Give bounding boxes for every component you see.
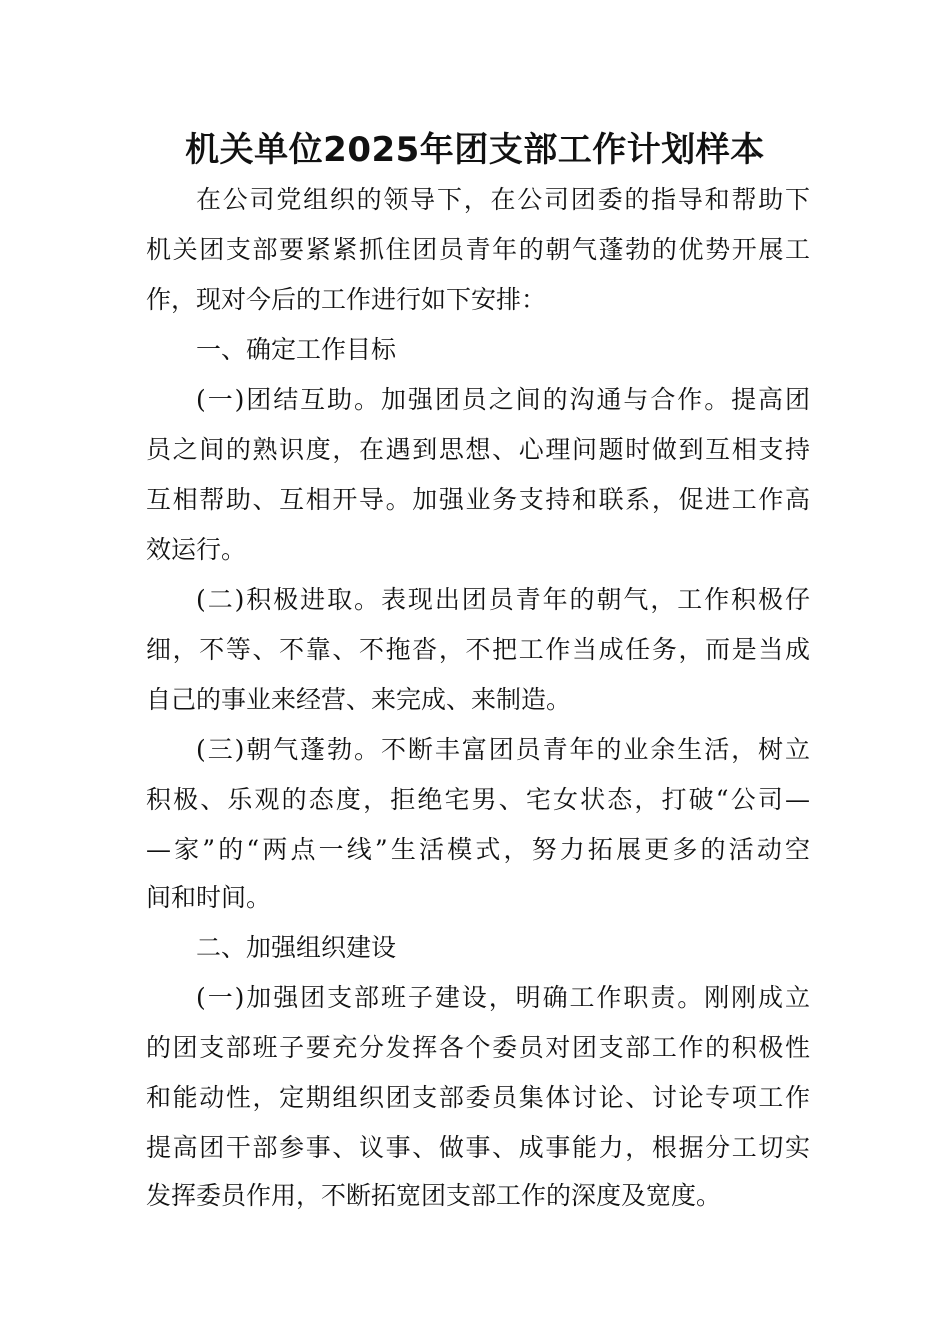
paragraph-line: 作，现对今后的工作进行如下安排： xyxy=(146,285,547,314)
paragraph-line: —家”的“两点一线”生活模式，努力拓展更多的活动空 xyxy=(146,835,810,864)
paragraph-line: 细，不等、不靠、不拖沓，不把工作当成任务，而是当成 xyxy=(146,635,810,664)
paragraph-line: 机关团支部要紧紧抓住团员青年的朝气蓬勃的优势开展工 xyxy=(146,235,810,264)
paragraph-line: 积极、乐观的态度，拒绝宅男、宅女状态，打破“公司— xyxy=(146,785,810,814)
paragraph-line: 在公司党组织的领导下，在公司团委的指导和帮助下 xyxy=(196,185,810,214)
paragraph-line: 互相帮助、互相开导。加强业务支持和联系，促进工作高 xyxy=(146,485,810,514)
section-heading: 二、加强组织建设 xyxy=(196,933,397,962)
paragraph-line: (一)团结互助。加强团员之间的沟通与合作。提高团 xyxy=(196,385,810,414)
paragraph-line: 间和时间。 xyxy=(146,883,272,912)
paragraph-line: (一)加强团支部班子建设，明确工作职责。刚刚成立 xyxy=(196,983,810,1012)
paragraph-line: 发挥委员作用，不断拓宽团支部工作的深度及宽度。 xyxy=(146,1181,722,1210)
paragraph-line: 自己的事业来经营、来完成、来制造。 xyxy=(146,685,572,714)
paragraph-line: 的团支部班子要充分发挥各个委员对团支部工作的积极性 xyxy=(146,1033,810,1062)
paragraph-line: 效运行。 xyxy=(146,535,247,564)
paragraph-line: (二)积极进取。表现出团员青年的朝气，工作积极仔 xyxy=(196,585,810,614)
document-title: 机关单位2025年团支部工作计划样本 xyxy=(185,130,765,170)
paragraph-line: 提高团干部参事、议事、做事、成事能力，根据分工切实 xyxy=(146,1133,810,1162)
paragraph-line: 员之间的熟识度，在遇到思想、心理问题时做到互相支持 xyxy=(146,435,810,464)
section-heading: 一、确定工作目标 xyxy=(196,335,397,364)
paragraph-line: (三)朝气蓬勃。不断丰富团员青年的业余生活，树立 xyxy=(196,735,810,764)
paragraph-line: 和能动性，定期组织团支部委员集体讨论、讨论专项工作 xyxy=(146,1083,810,1112)
